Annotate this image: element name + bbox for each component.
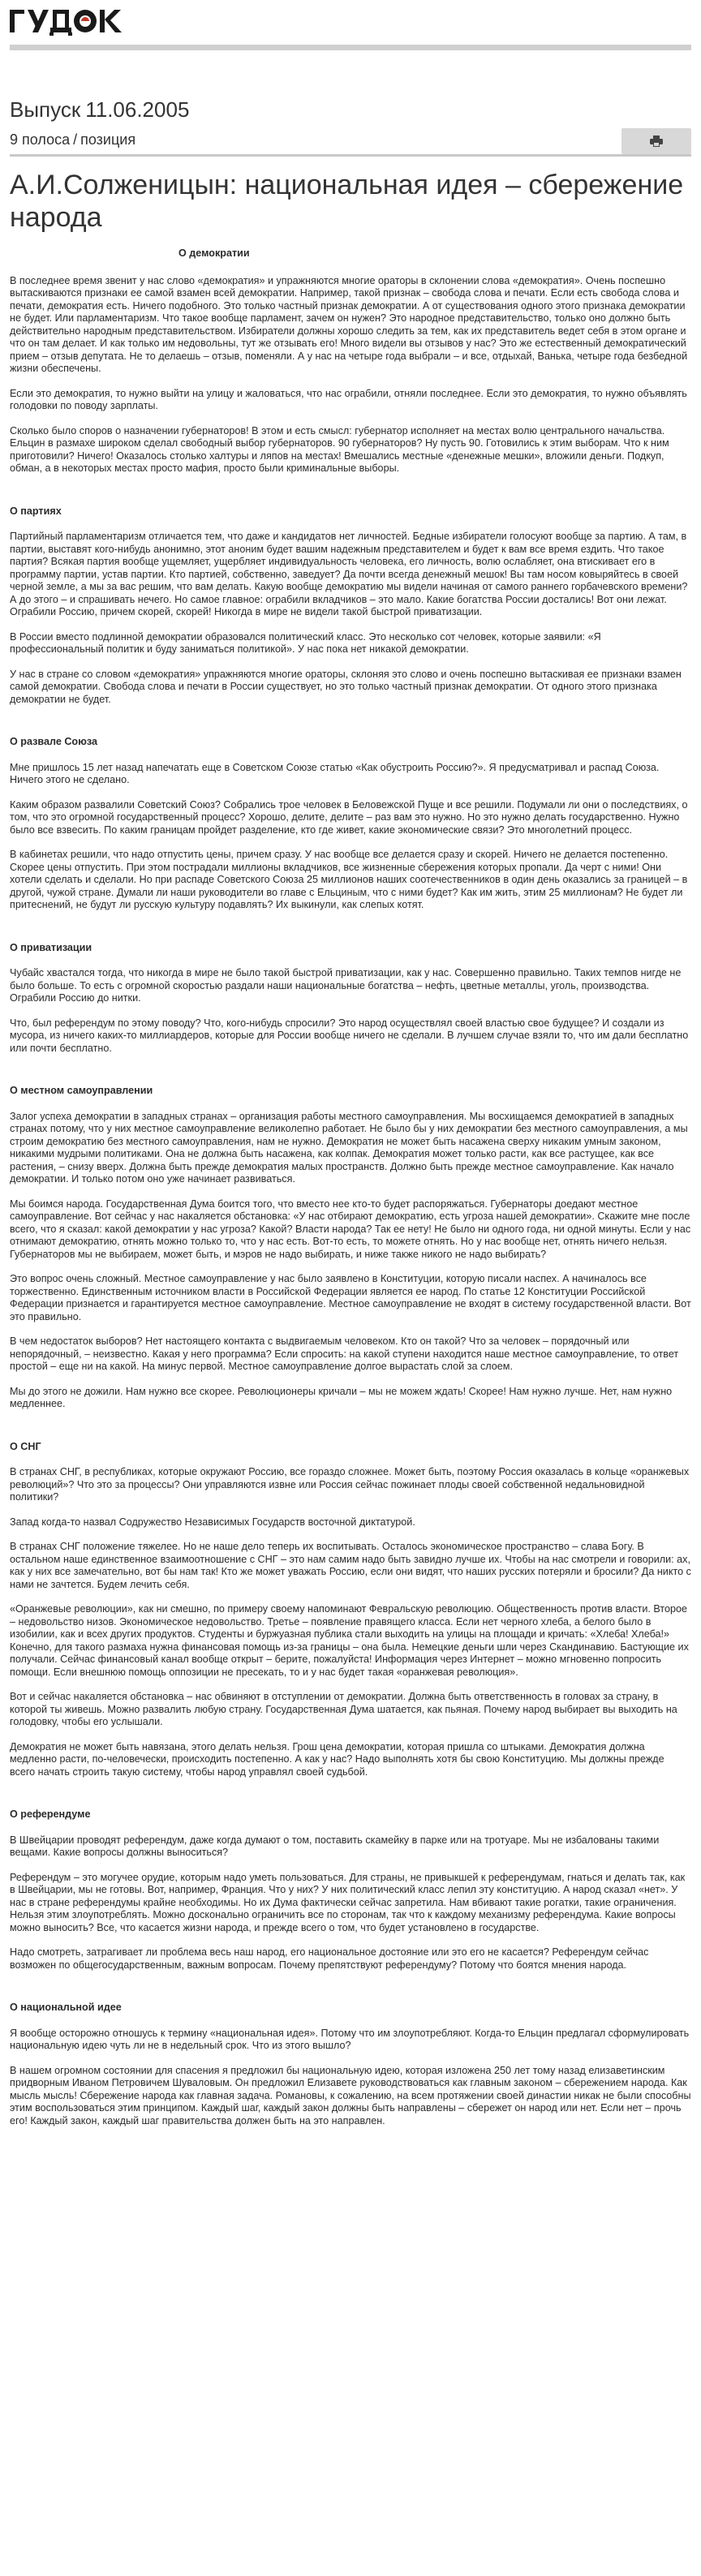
article-paragraph: Демократия не может быть навязана, этого делать нельзя. Грош цена демократии, которая пришла со штыками. Демократия должна медленно расти, по-человечески, происходить постепенно. А как у нас? Надо выполнять хотя бы свою Конституцию. Мы должны прежде всего начать строить такую систему, чтобы народ управлял своей судьбой. [10, 1740, 664, 1778]
article-paragraph: Референдум – это могучее орудие, которым надо уметь пользоваться. Для страны, не привыкшей к референдумам, гнаться и делать так, как в Швейцарии, мы не готовы. Вот, например, Франция. Что у них? У них политический класс лепил эту конституцию. А народ сказал «нет». У нас в стране референдумы крайне необходимы. Но их Дума фактически сейчас запретила. Нам вбивают такие рогатки, такие ограничения. Нельзя этим злоупотреблять. Можно досконально ограничить все по сторонам, так что к каждому механизму референдума. Какие вопросы можно выносить? Все, что касается жизни народа, и прежде всего о том, что будет установлено в государстве. [10, 1871, 686, 1933]
article-paragraph: В кабинетах решили, что надо отпустить цены, причем сразу. У нас вообще все делается сразу и скорей. Ничего не делается постепенно. Скорее цены отпустить. При этом пострадали миллионы вкладчиков, все жизненные сбережения которых пропали. Да черт с ними! Они хотели сделать и сделали. Но при распаде Советского Союза 25 миллионов наших соотечественников в один день оказались за границей – в другой, чужой стране. Думали ли наши руководители во главе с Ельциным, что с ними будет? Как им жить, этим 25 миллионам? Не будет ли притеснений, не будут ли русскую культуру подавлять? Их выкинули, как слепых котят. [10, 849, 688, 910]
section-gap [10, 1423, 691, 1441]
issue-line [10, 97, 194, 123]
article-paragraph: В странах СНГ положение тяжелее. Но не наше дело теперь их воспитывать. Осталось экономическое пространство – слава Богу. В остальном наше единственное взаимоотношение с СНГ – это нам самим надо быть завидно лучше их. Чтобы на нас смотрели и говорили: ах, как у них все замечательно, вот бы нам так! Кто же может уважать Россию, если они видят, что наших русских потеряли и бросили? Да никто с нами не зачтется. Будем лечить себя. [10, 1541, 691, 1590]
site-header [0, 0, 701, 49]
header-rule [10, 45, 691, 50]
section-heading: О партиях [10, 505, 62, 517]
section-gap [10, 1791, 691, 1808]
article-paragraph: Мы боимся народа. Государственная Дума боится того, что вместо нее кто-то будет распоряжаться. Губернаторы доедают местное самоуправление. Вот сейчас у нас накаляется обстановка: «У нас отбирают демократию, есть угроза нашей демократии». Скажите мне после всего, что я сказал: какой демократии у нас угроза? Какой? Власти народа? Так ее нету! Не было ни одного года, ни одной минуты. Если у нас отнимают демократию, отнять можно только то, что у нас есть. Вот-то есть, то можете отнять. Но у нас вообще нет, отнять ничего нельзя. Губернаторов мы не выбираем, может быть, и мэров не надо выбирать, и ниже также никого не надо выбирать? [10, 1198, 691, 1260]
article-paragraph: В Швейцарии проводят референдум, даже когда думают о том, поставить скамейку в парке или на тротуаре. Мы не избалованы такими вещами. Какие вопросы должны выноситься? [10, 1834, 660, 1858]
article-paragraph: Запад когда-то назвал Содружество Независимых Государств восточной диктатурой. [10, 1516, 415, 1528]
position-separator: / [73, 131, 78, 148]
article-paragraph: В странах СНГ, в республиках, которые окружают Россию, все гораздо сложнее. Может быть, поэтому Россия оказалась в кольце «оранжевых революций»? Что это за процессы? Они управляются извне или Россия сейчас пожинает плоды своей собственной недальновидной политики? [10, 1466, 690, 1503]
section-heading: О СНГ [10, 1440, 41, 1452]
article-paragraph: Залог успеха демократии в западных странах – организация работы местного самоуправления. Мы восхищаемся демократией в западных странах потому, что у них местное самоуправление великолепно работает. Не было бы у них демократии без местного самоуправления, а мы строим демократию без местного самоуправления, нам не нужно. Демократия не может быть насажена сверху никаким умным законом, никакими мудрыми политиками. Она не должна быть насажена, как колпак. Демократия может только расти, как все растущее, как все растения, – снизу вверх. Должна быть прежде демократия малых пространств. Должно быть прежде местное самоуправление. Как начало демократии. И только потом оно уже начинает развиваться. [10, 1110, 688, 1185]
position-label: позиция [80, 131, 136, 148]
article-paragraph: У нас в стране со словом «демократия» упражняются многие ораторы, склоняя это слово и очень поспешно вытаскивая ее признаки взамен самой демократии. Свобода слова и печати в России существует, но это только частный признак демократии. От одного этого признака демократии не будет. [10, 668, 682, 705]
article-body [10, 247, 691, 2139]
section-gap [10, 1984, 691, 2002]
section-gap [10, 1067, 691, 1085]
article-paragraph: Это вопрос очень сложный. Местное самоуправление у нас было заявлено в Конституции, которую писали наспех. А начиналось все торжественно. Единственным источником власти в Российской Федерации является ее народ. По статье 12 Конституции Российской Федерации признается и гарантируется местное самоуправление. Местное самоуправление не входят в систему государственной власти. Вот это правильно. [10, 1273, 691, 1322]
section-heading: О референдуме [10, 1808, 91, 1820]
article-paragraph: В нашем огромном состоянии для спасения я предложил бы национальную идею, которая изложена 250 лет тому назад елизаветинским придворным Иваном Петровичем Шуваловым. Он предложил Елизавете руководствоваться как главным законом – сбережением народа. Как мысль мысль! Сбережение народа как главная задача. Романовы, к сожалению, на всем протяжении своей династии никак не были способны этим воспользоваться этим принципом. Каждый шаг, каждый закон должны быть направлены – сбережет он народ или нет. Если нет – прочь его! Каждый закон, каждый шаг правительства должен быть на это направлен. [10, 2064, 691, 2127]
section-gap [10, 488, 691, 505]
article-paragraph: В России вместо подлинной демократии образовался политический класс. Это несколько сот человек, которые заявили: «Я профессиональный политик и буду заниматься политикой». У нас пока нет никакой демократии. [10, 630, 601, 655]
article-paragraph: Вот и сейчас накаляется обстановка – нас обвиняют в отступлении от демократии. Должна быть ответственность в головах за страну, в которой ты живешь. Можно развалить любую страну. Государственная Дума шатается, как пьяная. Почему народ выбирает вы выходить на голодовку, чтобы его услышали. [10, 1691, 677, 1727]
article-paragraph: Сколько было споров о назначении губернаторов! В этом и есть смысл: губернатор исполняет на местах волю центрального начальства. Ельцин в размахе широком сделал свободный выбор губернаторов. 90 губернаторов? Ну пусть 90. Готовились к этим выборам. Что к ним приготовили? Ничего! Оказалось столько халтуры и ляпов на местах! Вмешались местные «денежные мешки», вложили деньги. Подкуп, обман, а в некоторых местах просто мафия, просто были криминальные выборы. [10, 424, 669, 474]
article-paragraph: Я вообще осторожно отношусь к термину «национальная идея». Потому что им злоупотребляют. Когда-то Ельцин предлагал сформулировать национальную идею чуть ли не в недельный срок. Что из этого вышло? [10, 2027, 690, 2051]
section-heading: О развале Союза [10, 736, 97, 747]
article-paragraph: Если это демократия, то нужно выйти на улицу и жаловаться, что нас ограбили, отняли последнее. Если это демократия, то нужно объявлять голодовки по поводу зарплаты. [10, 387, 687, 411]
issue-label: Выпуск [10, 97, 81, 122]
section-gap [10, 718, 691, 736]
page-position [10, 131, 135, 148]
article-paragraph: Надо смотреть, затрагивает ли проблема весь наш народ, его национальное достояние или это его не касается? Референдум сейчас возможен по общегосударственным, важным вопросам. Почему препятствуют референдуму? Потому что боятся мнения народа. [10, 1946, 649, 1971]
article-paragraph: Каким образом развалили Советский Союз? Собрались трое человек в Беловежской Пуще и все решили. Подумали ли они о последствиях, о том, что это огромной государственный процесс? Хорошо, делите, делите – раз вам это нужно. Но это нужно делать государственно. Нужно было все взвесить. По каким границам пройдет разделение, кто где живет, какие экономические связи? Это многолетний процесс. [10, 798, 688, 836]
article-paragraph: В чем недостаток выборов? Нет настоящего контакта с выдвигаемым человеком. Кто он такой? Что за человек – порядочный или непорядочный, – неизвестно. Какая у него программа? Если спросить: на какой ступени находится наше местное самоуправление, то ответ простой – еще ни на какой. На минус первой. Местное самоуправление долгое вырастать слой за слоем. [10, 1335, 679, 1372]
page-label: 9 полоса [10, 131, 71, 148]
header-bar [10, 154, 691, 157]
article-title: А.И.Солженицын: национальная идея – сбережение народа [10, 170, 684, 233]
article-paragraph: В последнее время звенит у нас слово «демократия» и упражняются многие ораторы в склонении слова «демократия». Очень поспешно вытаскиваются признаки ее самой взамен всей демократии. Например, такой признак – свобода слова и печати. Если есть свобода слова и печати, демократия есть. Ничего подобного. Это только частный признак демократии. А от существования одного этого признака демократии не будет. Или парламентаризм. Что такое вообще парламент, зачем он нужен? Это народное представительство, только оно должно быть действительно народным представительством. Избиратели должны хорошо следить за тем, как их представитель ведет себя в этом органе и что он там делает. И как только им недовольны, тут же отзывать его! Много видели вы отзывов у нас? Это же естественный демократический прием – отзыв депутата. Не то делаешь – отзыв, поменяли. А у нас на четыре года выбрали – и все, отдыхай, Ванька, четыре года безбедной жизни обеспечены. [10, 274, 688, 374]
printer-icon [650, 135, 663, 147]
article-paragraph: Что, был референдум по этому поводу? Что, кого-нибудь спросили? Это народ осуществлял своей властью свое будущее? И создали из мусора, из ничего каких-то миллиардеров, которые для России вообще ничего не сделали. В лучшем случае взяли то, что им дали бесплатно или почти бесплатно. [10, 1017, 689, 1054]
article-paragraph: «Оранжевые революции», как ни смешно, по примеру своему напоминают Февральскую революцию. Общественность против власти. Второе – недовольство низов. Экономическое недовольство. Третье – появление правящего класса. Если нет черного хлеба, а белого было в изобилии, как и всех других продуктов. Студенты и буржуазная публика стали выходить на улицы на площади и кричать: «Хлеба! Хлеба!» Конечно, для такого размаха нужна финансовая помощь из-за границы – она была. Немецкие деньги шли через Скандинавию. Бастующие их получали. Сейчас финансовый канал вообще открыт – берите, пожалуйста! Информация через Интернет – можно мгновенно попросить помощи. Если внешнюю помощь оппозиции не пресекать, то и у нас будет такая «оранжевая революция». [10, 1603, 689, 1678]
section-heading: О приватизации [10, 941, 92, 953]
issue-date: 11.06.2005 [85, 97, 190, 122]
section-heading: О демократии [178, 247, 250, 259]
article-paragraph: Партийный парламентаризм отличается тем, что даже и кандидатов нет личностей. Бедные избиратели голосуют вообще за партию. А там, в партии, выставят кого-нибудь анонимно, этот аноним будет вашим надежным представителем и будет к вам все время ездить. Что такое партия? Всякая партия вообще ущемляет, ущербляет индивидуальность человека, его личность, волю ослабляет, она втискивает его в программу партии, устав партии. Кто партией, собственно, заведует? Да почти всегда денежный мешок! Вы там носом ковыряйтесь в своей черной земле, а мы за вас решим, что вам делать. Какую вообще демократию мы видели начиная от самого раннего горбачевского времени? А до этого – и спрашивать нечего. Но самое главное: ограбили вкладчиков – это мало. Какие богатства России достались! Вот они лежат. Ограбили Россию, причем скорей, скорей! Никогда в мире не видели такой быстрой приватизации. [10, 531, 688, 617]
article-paragraph: Мы до этого не дожили. Нам нужно все скорее. Революционеры кричали – мы не можем ждать! Скорее! Нам нужно лучше. Нет, нам нужно медленнее. [10, 1385, 673, 1409]
article-paragraph: Мне пришлось 15 лет назад напечатать еще в Советском Союзе статью «Как обустроить Россию?». Я предусматривал и распад Союза. Ничего этого не сделано. [10, 761, 660, 785]
section-gap [10, 924, 691, 942]
section-heading: О национальной идее [10, 2002, 122, 2013]
section-heading: О местном самоуправлении [10, 1085, 153, 1096]
article-paragraph: Чубайс хвастался тогда, что никогда в мире не было такой быстрой приватизации, как у нас. Совершенно правильно. Таких темпов нигде не было больше. То есть с огромной скоростью раздали наши национальные богатства – нефть, цветные металлы, уголь, производства. Ограбили Россию до нитки. [10, 967, 682, 1004]
gudok-logo[interactable] [10, 6, 131, 36]
print-button[interactable] [621, 128, 691, 154]
